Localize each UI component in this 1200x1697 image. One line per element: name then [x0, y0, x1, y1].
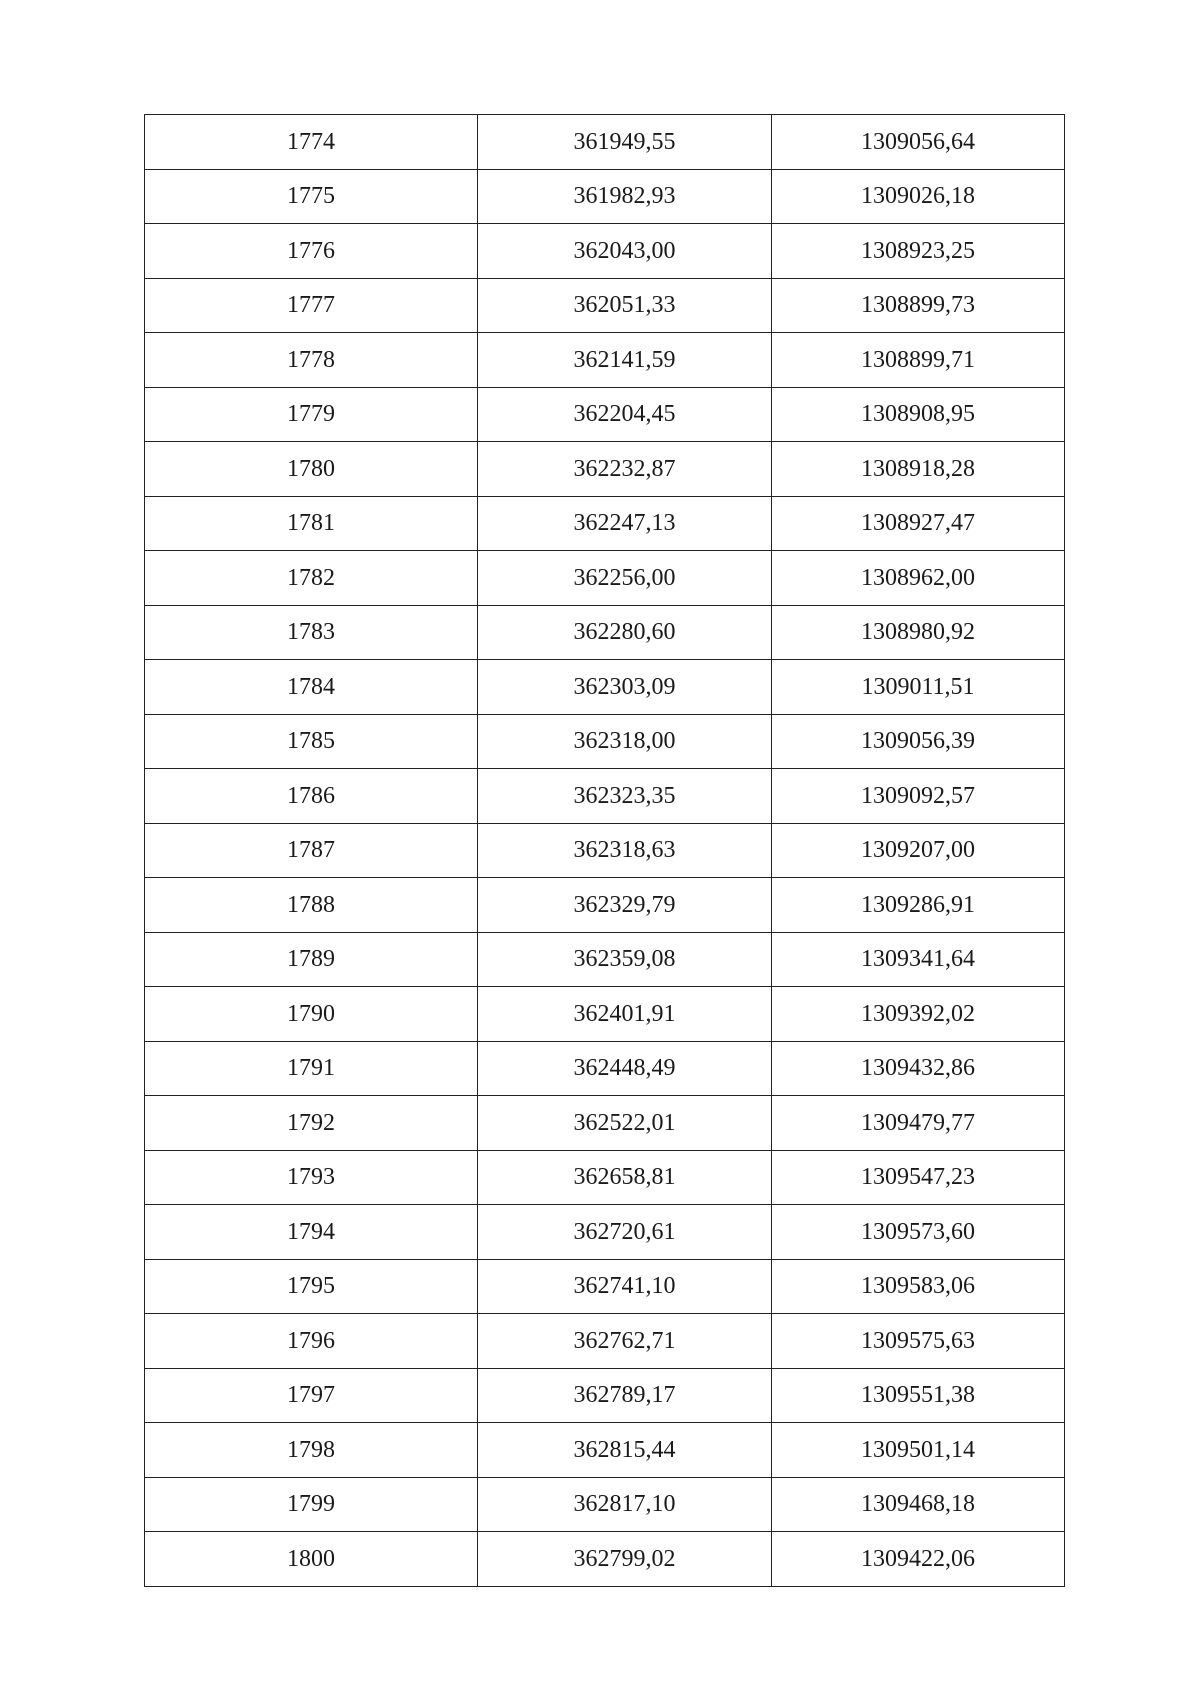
- y-coordinate-cell: 1309056,39: [772, 714, 1065, 769]
- y-coordinate-cell: 1309547,23: [772, 1150, 1065, 1205]
- table-row: [145, 551, 1065, 606]
- y-coordinate-cell: 1308899,71: [772, 333, 1065, 388]
- point-number-cell: 1791: [145, 1041, 478, 1096]
- point-number-cell: 1787: [145, 823, 478, 878]
- x-coordinate-cell: 362762,71: [478, 1314, 772, 1369]
- y-coordinate-cell: 1309341,64: [772, 932, 1065, 987]
- point-number-cell: 1796: [145, 1314, 478, 1369]
- table-row: [145, 115, 1065, 170]
- x-coordinate-cell: 362741,10: [478, 1259, 772, 1314]
- x-coordinate-cell: 362658,81: [478, 1150, 772, 1205]
- point-number-cell: 1792: [145, 1096, 478, 1151]
- x-coordinate-cell: 362329,79: [478, 878, 772, 933]
- y-coordinate-cell: 1309468,18: [772, 1477, 1065, 1532]
- point-number-cell: 1799: [145, 1477, 478, 1532]
- coordinates-table: [144, 114, 1065, 1587]
- y-coordinate-cell: 1308918,28: [772, 442, 1065, 497]
- point-number-cell: 1790: [145, 987, 478, 1042]
- table-row: [145, 1150, 1065, 1205]
- x-coordinate-cell: 362280,60: [478, 605, 772, 660]
- point-number-cell: 1800: [145, 1532, 478, 1587]
- y-coordinate-cell: 1309432,86: [772, 1041, 1065, 1096]
- point-number-cell: 1797: [145, 1368, 478, 1423]
- x-coordinate-cell: 362817,10: [478, 1477, 772, 1532]
- x-coordinate-cell: 362720,61: [478, 1205, 772, 1260]
- table-row: [145, 387, 1065, 442]
- y-coordinate-cell: 1308962,00: [772, 551, 1065, 606]
- point-number-cell: 1780: [145, 442, 478, 497]
- table-row: [145, 496, 1065, 551]
- point-number-cell: 1782: [145, 551, 478, 606]
- point-number-cell: 1798: [145, 1423, 478, 1478]
- x-coordinate-cell: 362256,00: [478, 551, 772, 606]
- y-coordinate-cell: 1309392,02: [772, 987, 1065, 1042]
- point-number-cell: 1786: [145, 769, 478, 824]
- table-row: [145, 823, 1065, 878]
- table-row: [145, 932, 1065, 987]
- x-coordinate-cell: 362303,09: [478, 660, 772, 715]
- table-row: [145, 714, 1065, 769]
- x-coordinate-cell: 362051,33: [478, 278, 772, 333]
- x-coordinate-cell: 361949,55: [478, 115, 772, 170]
- x-coordinate-cell: 362799,02: [478, 1532, 772, 1587]
- point-number-cell: 1781: [145, 496, 478, 551]
- point-number-cell: 1778: [145, 333, 478, 388]
- y-coordinate-cell: 1309575,63: [772, 1314, 1065, 1369]
- table-row: [145, 169, 1065, 224]
- table-row: [145, 1205, 1065, 1260]
- y-coordinate-cell: 1308908,95: [772, 387, 1065, 442]
- point-number-cell: 1784: [145, 660, 478, 715]
- x-coordinate-cell: 362522,01: [478, 1096, 772, 1151]
- y-coordinate-cell: 1309286,91: [772, 878, 1065, 933]
- coordinates-table-body: [145, 115, 1065, 1587]
- x-coordinate-cell: 362247,13: [478, 496, 772, 551]
- point-number-cell: 1794: [145, 1205, 478, 1260]
- x-coordinate-cell: 362401,91: [478, 987, 772, 1042]
- y-coordinate-cell: 1309479,77: [772, 1096, 1065, 1151]
- y-coordinate-cell: 1309551,38: [772, 1368, 1065, 1423]
- y-coordinate-cell: 1309026,18: [772, 169, 1065, 224]
- y-coordinate-cell: 1309092,57: [772, 769, 1065, 824]
- y-coordinate-cell: 1309583,06: [772, 1259, 1065, 1314]
- x-coordinate-cell: 362359,08: [478, 932, 772, 987]
- y-coordinate-cell: 1309422,06: [772, 1532, 1065, 1587]
- y-coordinate-cell: 1309056,64: [772, 115, 1065, 170]
- y-coordinate-cell: 1309207,00: [772, 823, 1065, 878]
- y-coordinate-cell: 1308923,25: [772, 224, 1065, 279]
- point-number-cell: 1777: [145, 278, 478, 333]
- x-coordinate-cell: 362318,00: [478, 714, 772, 769]
- table-row: [145, 769, 1065, 824]
- y-coordinate-cell: 1308980,92: [772, 605, 1065, 660]
- x-coordinate-cell: 362232,87: [478, 442, 772, 497]
- table-row: [145, 878, 1065, 933]
- point-number-cell: 1789: [145, 932, 478, 987]
- x-coordinate-cell: 361982,93: [478, 169, 772, 224]
- point-number-cell: 1774: [145, 115, 478, 170]
- point-number-cell: 1776: [145, 224, 478, 279]
- x-coordinate-cell: 362789,17: [478, 1368, 772, 1423]
- point-number-cell: 1783: [145, 605, 478, 660]
- x-coordinate-cell: 362043,00: [478, 224, 772, 279]
- table-row: [145, 1041, 1065, 1096]
- table-row: [145, 278, 1065, 333]
- table-row: [145, 1096, 1065, 1151]
- table-row: [145, 1477, 1065, 1532]
- table-row: [145, 442, 1065, 497]
- point-number-cell: 1775: [145, 169, 478, 224]
- y-coordinate-cell: 1309501,14: [772, 1423, 1065, 1478]
- table-row: [145, 987, 1065, 1042]
- x-coordinate-cell: 362318,63: [478, 823, 772, 878]
- x-coordinate-cell: 362815,44: [478, 1423, 772, 1478]
- table-row: [145, 660, 1065, 715]
- table-row: [145, 224, 1065, 279]
- y-coordinate-cell: 1309011,51: [772, 660, 1065, 715]
- point-number-cell: 1795: [145, 1259, 478, 1314]
- table-row: [145, 1532, 1065, 1587]
- y-coordinate-cell: 1309573,60: [772, 1205, 1065, 1260]
- point-number-cell: 1779: [145, 387, 478, 442]
- table-row: [145, 1259, 1065, 1314]
- table-row: [145, 605, 1065, 660]
- x-coordinate-cell: 362323,35: [478, 769, 772, 824]
- y-coordinate-cell: 1308927,47: [772, 496, 1065, 551]
- table-row: [145, 1314, 1065, 1369]
- y-coordinate-cell: 1308899,73: [772, 278, 1065, 333]
- point-number-cell: 1785: [145, 714, 478, 769]
- table-row: [145, 1423, 1065, 1478]
- point-number-cell: 1788: [145, 878, 478, 933]
- x-coordinate-cell: 362204,45: [478, 387, 772, 442]
- point-number-cell: 1793: [145, 1150, 478, 1205]
- table-row: [145, 1368, 1065, 1423]
- x-coordinate-cell: 362448,49: [478, 1041, 772, 1096]
- x-coordinate-cell: 362141,59: [478, 333, 772, 388]
- table-row: [145, 333, 1065, 388]
